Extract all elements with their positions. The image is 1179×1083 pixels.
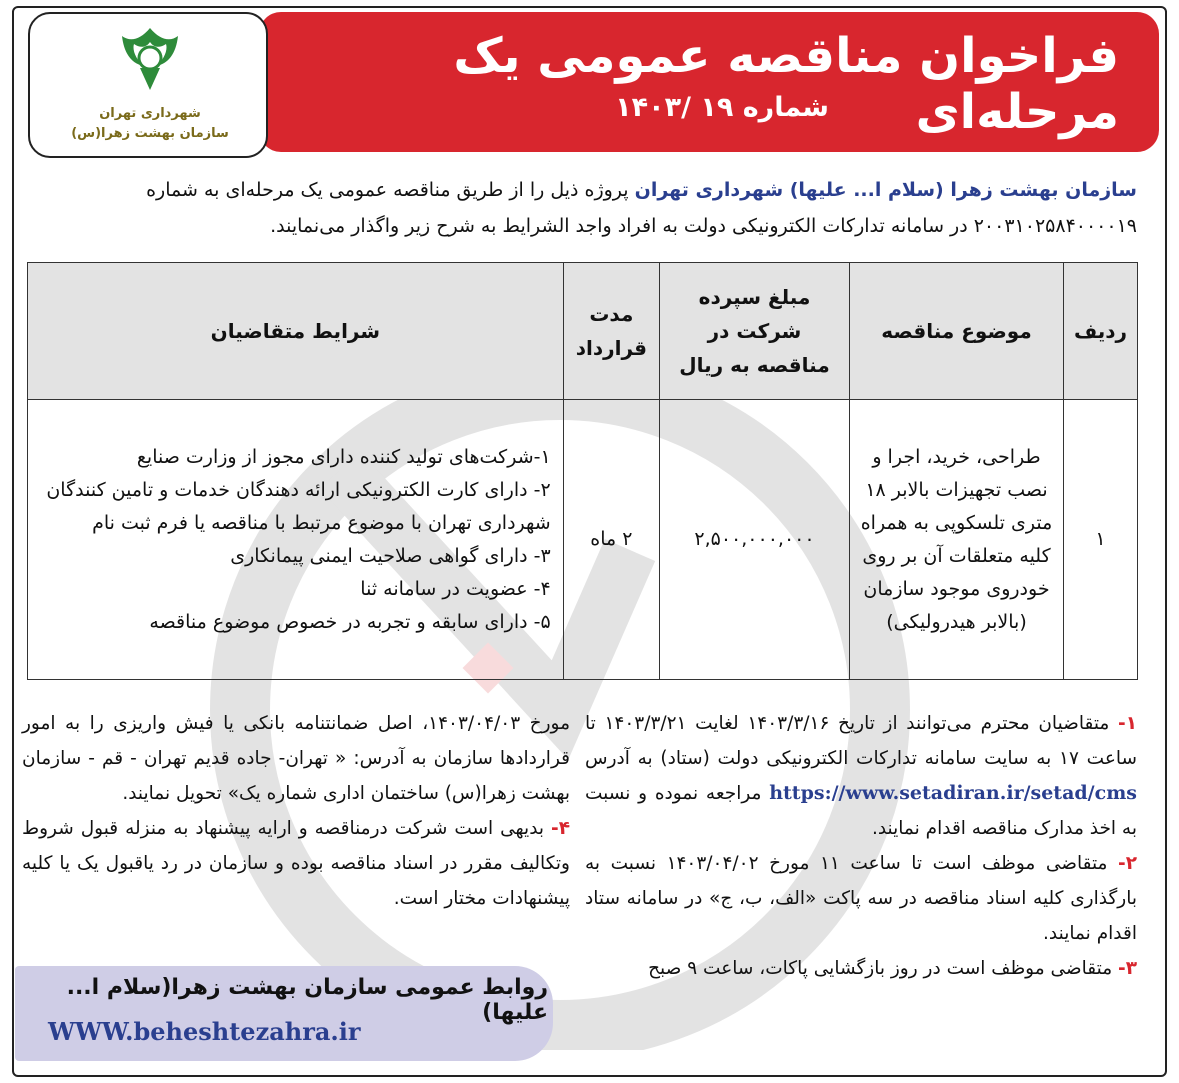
note-text: متقاضیان محترم می‌توانند از تاریخ ۱۴۰۳/۳/۱۶ لغایت ۱۴۰۳/۳/۲۱ تا ساعت ۱۷ به سایت سامانه تدارکات الکترونیکی دولت (ستاد) به آدرس xyxy=(585,713,1137,769)
header-row-number: ردیف xyxy=(1064,263,1138,400)
condition-item: ۳- دارای گواهی صلاحیت ایمنی پیمانکاری xyxy=(230,544,551,567)
notes-right-column xyxy=(585,706,1137,986)
note-number: ۴- xyxy=(551,818,570,839)
note-text: متقاضی موظف است در روز بازگشایی پاکات، ساعت ۹ صبح xyxy=(648,958,1119,979)
header-conditions: شرایط متقاضیان xyxy=(28,263,564,400)
table-row xyxy=(28,400,1138,680)
table-header-row xyxy=(28,263,1138,400)
logo-line-organization: سازمان بهشت زهرا(س) xyxy=(71,126,229,141)
note-1 xyxy=(585,706,1137,846)
cell-subject: طراحی، خرید، اجرا و نصب تجهیزات بالابر ۱۸ متری تلسکوپی به همراه کلیه متعلقات آن بر روی خودروی موجود سازمان (بالابر هیدرولیکی) xyxy=(850,400,1064,680)
condition-item: ۵- دارای سابقه و تجربه در خصوص موضوع مناقصه xyxy=(149,610,551,633)
intro-text: پروژه ذیل را از طریق مناقصه عمومی یک مرحله‌ای به شماره ۲۰۰۳۱۰۲۵۸۴۰۰۰۰۱۹ در سامانه تدارکات الکترونیکی دولت به افراد واجد الشرایط به شرح زیر واگذار می‌نمایند. xyxy=(146,179,1137,237)
header-subject: موضوع مناقصه xyxy=(850,263,1064,400)
tender-number: شماره ۱۹ /۱۴۰۳ xyxy=(615,92,829,123)
page-title: فراخوان مناقصه عمومی یک مرحله‌ای xyxy=(453,28,1119,140)
logo-line-municipality: شهرداری تهران xyxy=(99,106,201,121)
condition-item: ۴- عضویت در سامانه ثنا xyxy=(360,577,551,600)
header-duration: مدت قرارداد xyxy=(563,263,659,400)
logo xyxy=(28,12,268,158)
note-3 xyxy=(585,951,1137,986)
organization-name: سازمان بهشت زهرا (سلام ا... علیها) شهرداری تهران xyxy=(634,179,1137,201)
note-text: مراجعه نموده و نسبت به اخذ مدارک مناقصه اقدام نمایند. xyxy=(585,783,1137,839)
note-2 xyxy=(585,846,1137,951)
setad-link[interactable]: https://www.setadiran.ir/setad/cms xyxy=(769,782,1137,804)
cell-row-number: ۱ xyxy=(1064,400,1138,680)
condition-item: ۲- دارای کارت الکترونیکی ارائه دهندگان خدمات و تامین کنندگان شهرداری تهران با موضوع مرتبط با مناقصه یا فرم ثبت نام xyxy=(46,478,551,534)
note-number: ۲- xyxy=(1118,853,1137,874)
tender-table xyxy=(27,262,1138,680)
condition-item: ۱-شرکت‌های تولید کننده دارای مجوز از وزارت صنایع xyxy=(136,445,551,468)
cell-duration: ۲ ماه xyxy=(563,400,659,680)
website-link[interactable]: WWW.beheshtezahra.ir xyxy=(48,1017,361,1046)
note-number: ۱- xyxy=(1118,713,1137,734)
public-relations-title: روابط عمومی سازمان بهشت زهرا(سلام ا... علیها) xyxy=(66,975,548,1025)
note-3-continued: مورخ ۱۴۰۳/۰۴/۰۳، اصل ضمانتنامه بانکی یا فیش واریزی را به امور قراردادها سازمان به آدرس: « تهران- جاده قدیم تهران - قم - سازمان بهشت زهرا(س) ساختمان اداری شماره یک» تحویل نمایند. xyxy=(22,713,570,804)
header xyxy=(20,12,1159,164)
header-deposit: مبلغ سپرده شرکت در مناقصه به ریال xyxy=(660,263,850,400)
note-number: ۳- xyxy=(1118,958,1137,979)
note-4 xyxy=(22,811,570,916)
note-text: متقاضی موظف است تا ساعت ۱۱ مورخ ۱۴۰۳/۰۴/۰۲ نسبت به بارگذاری کلیه اسناد مناقصه در سه پاکت «الف، ب، ج» در سامانه ستاد اقدام نمایند. xyxy=(585,853,1137,944)
cell-conditions xyxy=(28,400,564,680)
tulip-logo-icon xyxy=(110,20,190,100)
note-text: بدیهی است شرکت درمناقصه و ارایه پیشنهاد به منزله قبول شروط وتکالیف مقرر در اسناد مناقصه بوده و سازمان در رد یاقبول یک یا کلیه پیشنهادات مختار است. xyxy=(22,818,570,909)
notes-left-column xyxy=(22,706,570,916)
cell-deposit: ۲,۵۰۰,۰۰۰,۰۰۰ xyxy=(660,400,850,680)
intro-paragraph xyxy=(22,172,1137,244)
